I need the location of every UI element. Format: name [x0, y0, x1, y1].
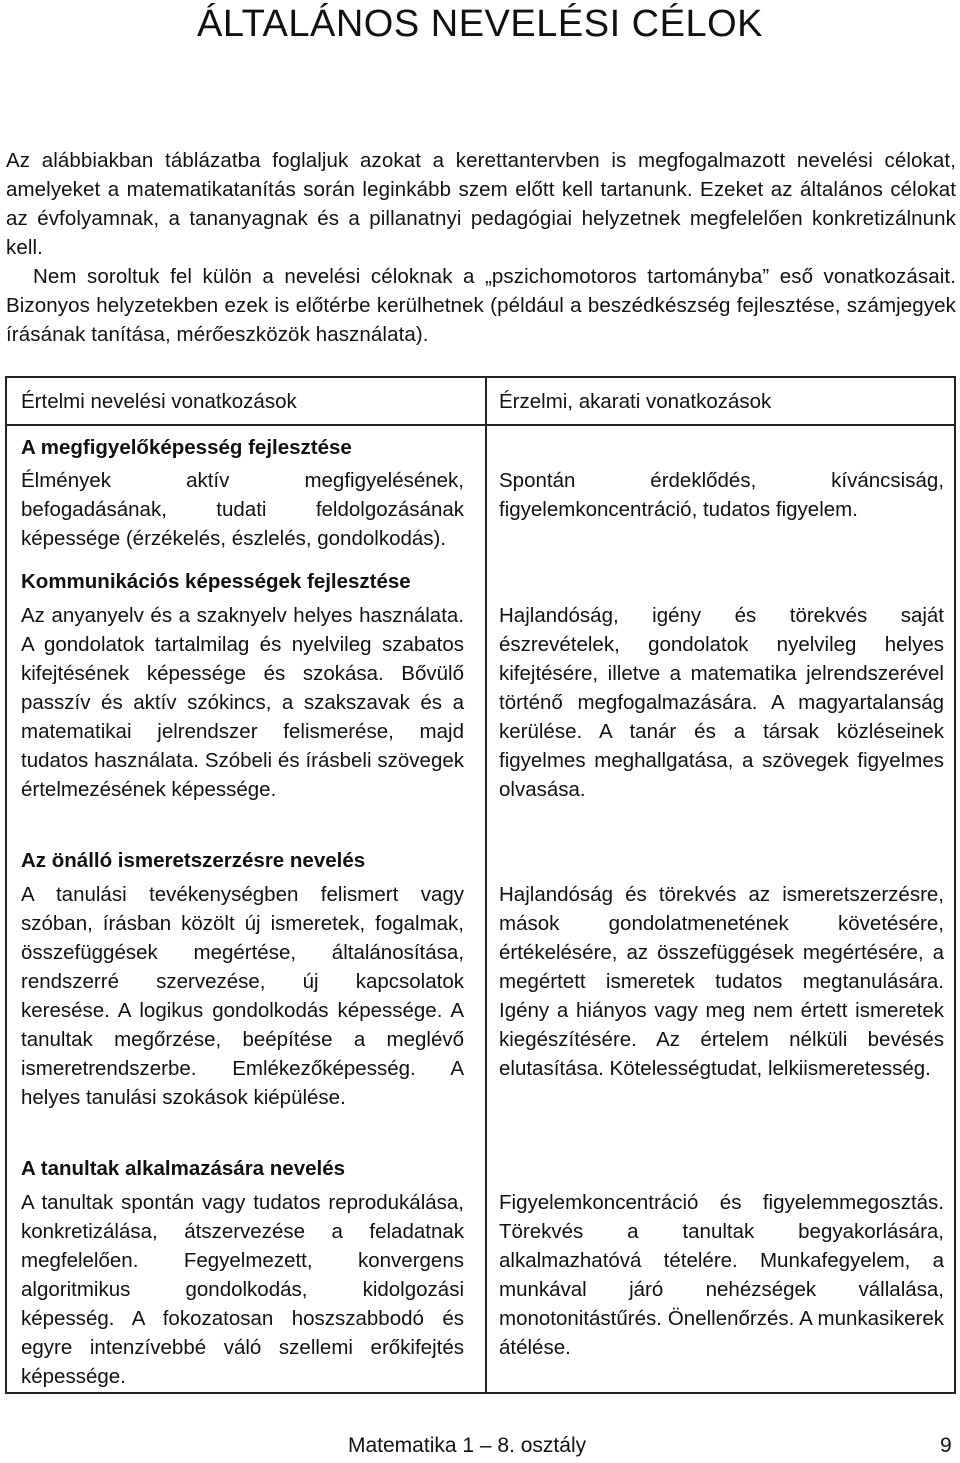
intro-paragraph-2: Nem soroltuk fel külön a nevelési céloknak a „pszichomotoros tartományba” eső vonatkozásait. Bizonyos helyzetekben ezek is előtérbe kerülhetnek (például a beszédkészség fejlesztése, számjegyek írásának tanítása, mérőeszközök használata).: [6, 265, 956, 346]
left-column-header: Értelmi nevelési vonatkozások: [21, 390, 297, 413]
right-column-header: Érzelmi, akarati vonatkozások: [499, 390, 772, 413]
section-title-self-learning: Az önálló ismeretszerzésre nevelés: [21, 849, 366, 872]
goals-table: [5, 376, 956, 1394]
intro-text: [6, 146, 956, 349]
section-title-communication: Kommunikációs képességek fejlesztése: [21, 570, 411, 593]
section-right-application: Figyelemkoncentráció és figyelemmegosztás. Törekvés a tanultak begyakorlására, alkalmazhatóvá tételére. Munkafegyelem, a munkával járó nehézségek vállalása, monotonitástűrés. Önellenőrzés. A munkasikerek átélése.: [499, 1191, 944, 1359]
section-left-communication: Az anyanyelv és a szaknyelv helyes használata. A gondolatok tartalmilag és nyelvileg szabatos kifejtésének képessége és szokása. Bővülő passzív és aktív szókincs, a szakszavak és a matematikai jelrendszer felismerése, majd tudatos használata. Szóbeli és írásbeli szövegek értelmezésének képessége.: [21, 604, 464, 801]
section-right-observation: Spontán érdeklődés, kíváncsiság, figyelemkoncentráció, tudatos figyelem.: [499, 469, 944, 521]
section-title-observation: A megfigyelőképesség fejlesztése: [21, 436, 352, 459]
section-left-self-learning: A tanulási tevékenységben felismert vagy szóban, írásban közölt új ismeretek, fogalmak, összefüggések megértése, általánosítása, rendszerré szervezése, új kapcsolatok keresése. A logikus gondolkodás képessége. A tanultak megőrzése, beépítése a meglévő ismeretrendszerbe. Emlékezőképesség. A helyes tanulási szokások kiépülése.: [21, 883, 464, 1109]
column-divider: [485, 378, 487, 1392]
page-title: ÁLTALÁNOS NEVELÉSI CÉLOK: [196, 3, 764, 45]
section-left-application: A tanultak spontán vagy tudatos reprodukálása, konkretizálása, átszervezése a feladatnak megfelelően. Fegyelmezett, konvergens algoritmikus gondolkodás, kidolgozási képesség. A fokozatosan hoszszabbodó és egyre intenzívebbé váló szellemi erőkifejtés képessége.: [21, 1191, 464, 1388]
footer-page-number: 9: [940, 1434, 952, 1457]
header-divider: [7, 424, 954, 426]
section-right-self-learning: Hajlandóság és törekvés az ismeretszerzésre, mások gondolatmenetének követésére, értékelésére, az összefüggések megértésére, a megértett ismeretek tudatos megtanulására. Igény a hiányos vagy meg nem értett ismeretek kiegészítésére. Az értelem nélküli bevésés elutasítása. Kötelességtudat, lelkiismeretesség.: [499, 883, 944, 1080]
section-right-communication: Hajlandóság, igény és törekvés saját észrevételek, gondolatok nyelvileg helyes kifejtésére, illetve a matematika jelrendszerével történő megfogalmazására. A magyartalanság kerülése. A tanár és a társak közléseinek figyelmes meghallgatása, a szövegek figyelmes olvasása.: [499, 604, 944, 801]
section-left-observation: Élmények aktív megfigyelésének, befogadásának, tudati feldolgozásának képessége (érzékelés, észlelés, gondolkodás).: [21, 469, 464, 550]
footer-book-title: Matematika 1 – 8. osztály: [348, 1434, 587, 1457]
intro-paragraph-1: Az alábbiakban táblázatba foglaljuk azokat a kerettantervben is megfogalmazott nevelési célokat, amelyeket a matematikatanítás során leginkább szem előtt kell tartanunk. Ezeket az általános célokat az évfolyamnak, a tananyagnak és a pillanatnyi pedagógiai helyzetnek megfelelően konkretizálnunk kell.: [6, 149, 956, 259]
section-title-application: A tanultak alkalmazására nevelés: [21, 1157, 346, 1180]
